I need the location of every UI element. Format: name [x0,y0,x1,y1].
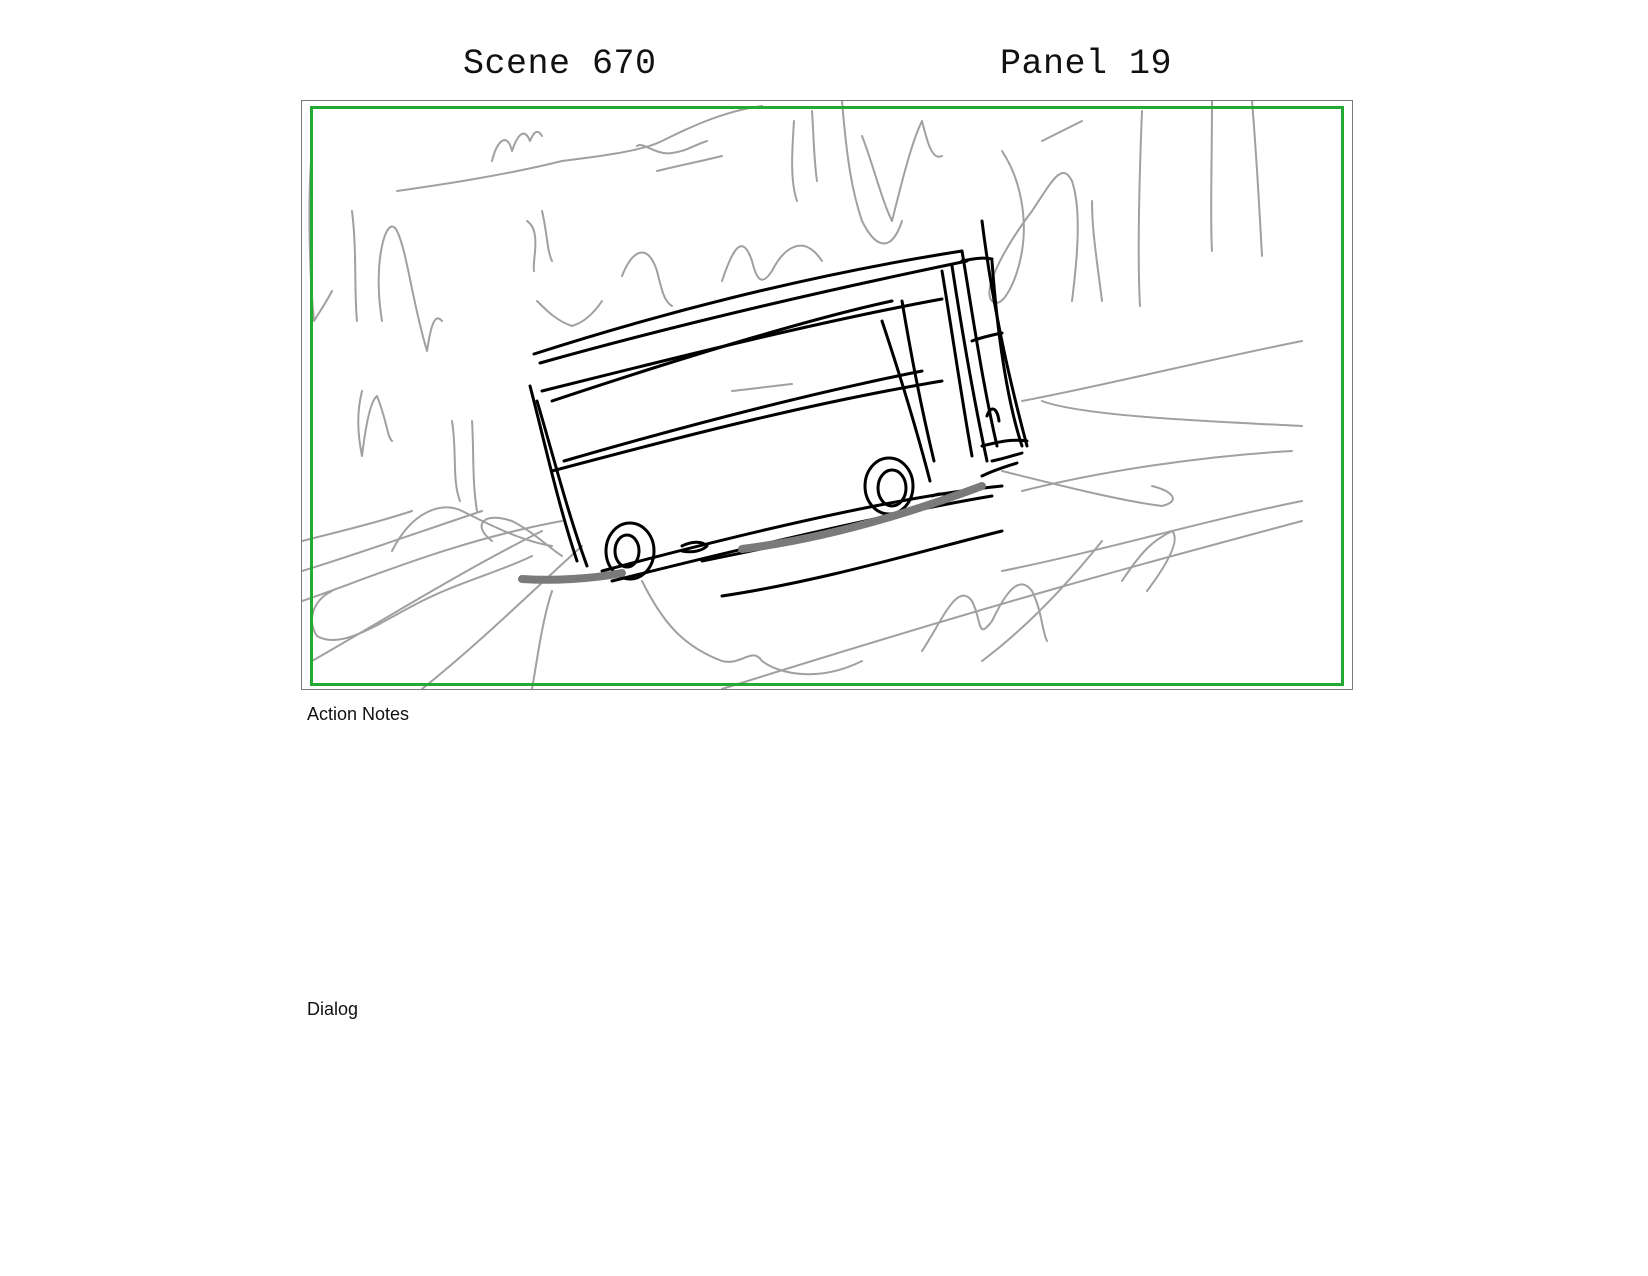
dialog-label: Dialog [307,999,359,1019]
action-notes-label: Action Notes [307,704,410,724]
panel-title: Panel 19 [1000,44,1173,84]
storyboard-panel [301,100,1353,690]
scene-title: Scene 670 [463,44,657,84]
safe-area-frame [310,106,1344,686]
action-notes-text [307,730,1353,980]
dialog-text [307,1025,1353,1225]
